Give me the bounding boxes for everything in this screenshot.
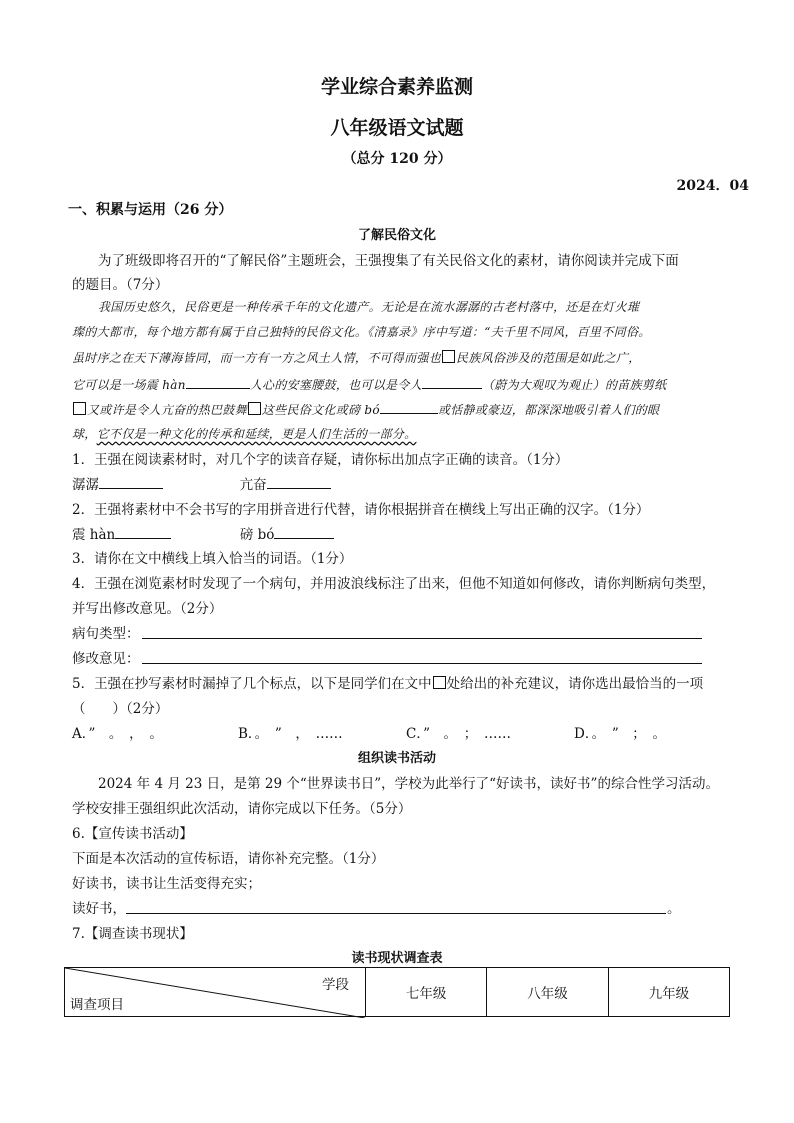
table-corner-cell xyxy=(65,968,366,1017)
corner-top-label: 学段 xyxy=(322,977,349,993)
exam-title: 学业综合素养监测 xyxy=(320,76,473,98)
table-column-header: 八年级 xyxy=(487,968,608,1017)
material-line: 它可以是一场震 hàn 人心的安塞腰鼓，也可以是令人 （蔚为大观叹为观止）的苗族剪纸 xyxy=(72,374,666,393)
answer-blank[interactable] xyxy=(99,474,163,489)
table-title: 读书现状调查表 xyxy=(351,951,443,966)
q2-answers: 震 hàn 磅 bó xyxy=(72,523,334,543)
faulty-sentence: 它不仅是一种文化的传承和延续，更是人们生活的一部分。 xyxy=(96,427,417,441)
answer-blank[interactable] xyxy=(186,374,250,389)
question-6-desc: 下面是本次活动的宣传标语，请你补充完整。（1分） xyxy=(72,851,385,867)
table-column-header: 七年级 xyxy=(366,968,487,1017)
part2-intro-cont: 学校安排王强组织此次活动，请你完成以下任务。（5分） xyxy=(72,801,412,817)
part2-title: 组织读书活动 xyxy=(357,751,436,766)
slogan-end: 。 xyxy=(667,901,681,917)
q1-answers: 潺潺 亢奋 xyxy=(72,473,331,493)
material-line: 又或许是令人亢奋的热巴鼓舞 这些民俗文化或磅 bó 或恬静或豪迈，都深深地吸引着人们的眼 xyxy=(72,399,659,418)
slogan-line-2: 读好书， xyxy=(72,901,126,917)
question-2: 2．王强将素材中不会书写的字用拼音进行代替，请你根据拼音在横线上写出正确的汉字。（1分） xyxy=(72,502,650,518)
answer-blank[interactable] xyxy=(267,474,331,489)
punctuation-box xyxy=(73,402,86,415)
question-1: 1．王强在阅读素材时，对几个字的读音存疑，请你标出加点字正确的读音。（1分） xyxy=(72,452,569,468)
answer-line[interactable] xyxy=(126,913,666,914)
option-d[interactable]: D．。 ” ； 。 xyxy=(574,726,666,742)
corner-bottom-label: 调查项目 xyxy=(70,997,124,1013)
answer-blank[interactable] xyxy=(274,524,334,539)
material-line: 璨的大都市，每个地方都有属于自己独特的民俗文化。《清嘉录》序中写道：“夫千里不同风，百里不同俗。 xyxy=(72,325,651,339)
question-5: 5．王强在抄写素材时漏掉了几个标点，以下是同学们在文中 处给出的补充建议，请你选出最恰当的一项 xyxy=(72,676,704,692)
survey-table xyxy=(64,967,730,1017)
answer-blank[interactable] xyxy=(115,524,171,539)
part2-intro: 2024 年 4 月 23 日，是第 29 个“世界读书日”，学校为此举行了“好读书，读好书”的综合性学习活动。 xyxy=(98,776,719,792)
question-5-cont: （ ）（2分） xyxy=(72,701,169,717)
question-3: 3．请你在文中横线上填入恰当的词语。（1分） xyxy=(72,551,353,567)
material-line: 球，它不仅是一种文化的传承和延续，更是人们生活的一部分。 xyxy=(72,427,417,441)
answer-blank[interactable] xyxy=(422,374,482,389)
option-a[interactable]: A．” 。 ， 。 xyxy=(72,726,163,742)
part1-title: 了解民俗文化 xyxy=(357,228,436,243)
punctuation-box xyxy=(248,402,261,415)
q4-type-label: 病句类型： xyxy=(72,626,140,642)
answer-blank[interactable] xyxy=(380,399,438,414)
table-header-row xyxy=(65,968,730,1017)
question-4: 4．王强在浏览素材时发现了一个病句，并用波浪线标注了出来，但他不知道如何修改，请你判断病句类型， xyxy=(72,576,716,592)
question-4-cont: 并写出修改意见。（2分） xyxy=(72,601,223,617)
question-7: 7.【调查读书现状】 xyxy=(72,926,193,942)
punctuation-box xyxy=(442,350,455,363)
answer-line[interactable] xyxy=(142,638,702,639)
q4-fix-label: 修改意见： xyxy=(72,651,140,667)
answer-line[interactable] xyxy=(142,663,702,664)
exam-subtitle: 八年级语文试题 xyxy=(330,117,464,139)
exam-date: 2024．04 xyxy=(676,178,749,194)
material-line: 我国历史悠久，民俗更是一种传承千年的文化遗产。无论是在流水潺潺的古老村落中，还是在灯火璀 xyxy=(98,300,640,314)
punctuation-box xyxy=(433,676,446,689)
material-line: 虽时序之在天下薄海皆同，而一方有一方之风土人情，不可得而强也 民族风俗涉及的范围是如此之广， xyxy=(72,351,641,365)
option-c[interactable]: C．” 。 ； …… xyxy=(406,726,511,742)
question-6: 6.【宣传读书活动】 xyxy=(72,826,193,842)
total-score: （总分 120 分） xyxy=(342,151,452,167)
slogan-line-1: 好读书，读书让生活变得充实； xyxy=(72,876,261,892)
part1-intro: 为了班级即将召开的“了解民俗”主题班会，王强搜集了有关民俗文化的素材，请你阅读并完成下面 xyxy=(98,253,679,269)
table-column-header: 九年级 xyxy=(608,968,729,1017)
section-heading: 一、积累与运用（26 分） xyxy=(68,202,233,218)
part1-intro-cont: 的题目。（7分） xyxy=(72,277,169,293)
option-b[interactable]: B．。 ” ， …… xyxy=(238,726,343,742)
